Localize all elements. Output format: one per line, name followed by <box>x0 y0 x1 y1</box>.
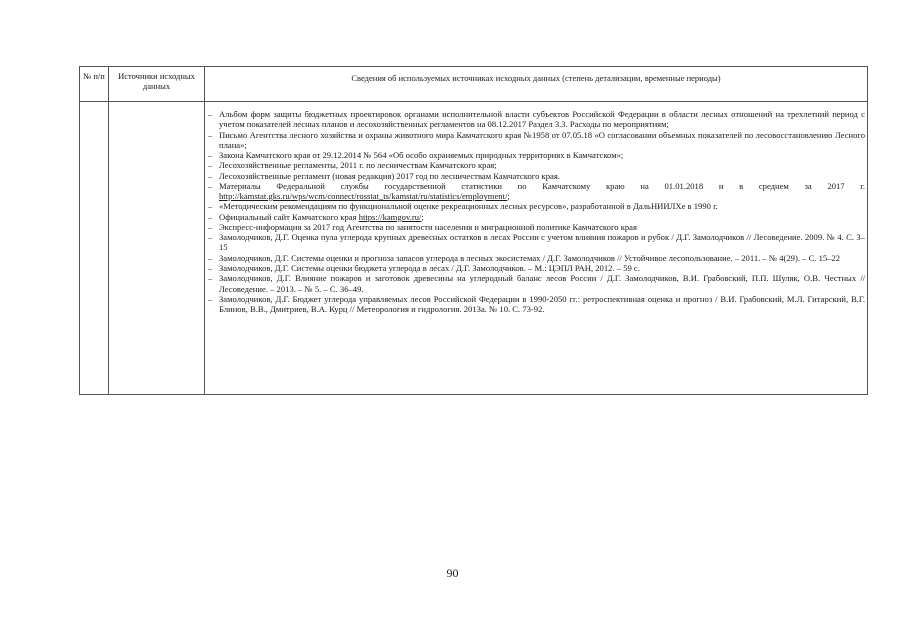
header-sources: Источники исходных данных <box>109 67 205 102</box>
list-item-link[interactable]: http://kamstat.gks.ru/wps/wcm/connect/rosstat_ts/kamstat/ru/statistics/employment/ <box>219 191 508 202</box>
list-item-text: Замолодчиков, Д.Г. Системы оценки и прогноза запасов углерода в лесных экосистемах / Д.Г. Замолодчиков // Устойчивое лесопользование. – 2011. – № 4(29). – С. 15–22 <box>219 252 841 263</box>
header-number: № п/п <box>80 67 109 102</box>
list-item <box>207 181 865 201</box>
list-bullet: – <box>208 263 213 274</box>
list-item <box>207 109 865 129</box>
list-item <box>207 294 865 314</box>
header-info: Сведения об используемых источниках исходных данных (степень детализации, временные периоды) <box>205 67 868 102</box>
list-item <box>207 212 865 222</box>
list-bullet: – <box>208 252 213 263</box>
list-item-text: Замолодчиков, Д.Г. Влияние пожаров и заготовок древесины на углеродный баланс лесов России / Д.Г. Замолодчиков, В.И. Грабовский, П.П. Шуляк, О.В. Честных // Лесоведение. – 2013. – № 5. – С. 36–49. <box>219 273 865 294</box>
list-item-text: Замолодчиков, Д.Г. Бюджет углерода управляемых лесов Российской Федерации в 1990-2050 гг.: ретроспективная оценка и прогноз / В.И. Грабовский, М.Л. Гитарский, В.Г. Блинов, В.В., Дмитриев, В.А. Курц // Метеорология и гидрология. 2013а. № 10. С. 73-92. <box>219 293 865 315</box>
list-item-text: Лесохозяйственные регламенты, 2011 г. по лесничествам Камчатского края; <box>219 160 497 171</box>
list-item-text: Закона Камчатского края от 29.12.2014 № 564 «Об особо охраняемых природных территориях в Камчатском»; <box>219 150 624 160</box>
list-bullet: – <box>208 160 213 171</box>
list-item <box>207 273 865 293</box>
table-header-row <box>80 67 868 102</box>
list-bullet: – <box>208 201 213 212</box>
list-item <box>207 222 865 232</box>
list-bullet: – <box>208 109 213 119</box>
list-item <box>207 201 865 211</box>
list-item-text: Замолодчиков, Д.Г. Оценка пула углерода крупных древесных остатков в лесах России с учетом влияния пожаров и рубок / Д.Г. Замолодчиков // Лесоведение. 2009. № 4. С. 3–15 <box>219 232 865 253</box>
list-item <box>207 150 865 160</box>
cell-sources <box>109 102 205 395</box>
cell-info <box>205 102 868 395</box>
list-item <box>207 232 865 252</box>
list-bullet: – <box>208 180 213 191</box>
list-item-suffix: ; <box>421 211 424 222</box>
list-item-text: Лесохозяйственные регламент (новая редакция) 2017 год по лесничествам Камчатского края. <box>219 170 560 181</box>
list-item <box>207 130 865 150</box>
list-bullet: – <box>208 221 213 232</box>
list-bullet: – <box>208 293 213 304</box>
list-item <box>207 160 865 170</box>
list-item-text: Замолодчиков, Д.Г. Системы оценки бюджета углерода в лесах / Д.Г. Замолодчиков. – М.: ЦЭПЛ РАН, 2012. – 59 с. <box>219 263 640 274</box>
list-item-text: Материалы Федеральной службы государственной статистики по Камчатскому краю на 01.01.2018 и в среднем за 2017 г. <box>219 180 865 191</box>
list-item <box>207 171 865 181</box>
table-row <box>80 102 868 395</box>
list-item-text: Официальный сайт Камчатского края <box>219 211 357 222</box>
list-item-text: Альбом форм защиты бюджетных проектировок органами исполнительной власти субъектов Российской Федерации в области лесных отношений на трехлетний период с учетом показателей лесных планов и лесохозяйственных регламентов на 08.12.2017 Раздел 3.3. Расходы по мероприятиям; <box>219 109 865 130</box>
list-item <box>207 263 865 273</box>
list-item-link[interactable]: https://kamgov.ru/ <box>358 211 422 222</box>
cell-number <box>80 102 109 395</box>
list-bullet: – <box>208 150 213 160</box>
list-bullet: – <box>208 273 213 284</box>
list-item-text: «Методическим рекомендациям по функциональной оценке рекреационных лесных ресурсов», разработанной в ДальНИИЛХе в 1990 г. <box>219 201 718 212</box>
list-item-suffix: ; <box>507 191 510 202</box>
list-bullet: – <box>208 129 213 140</box>
sources-table <box>79 66 868 395</box>
list-item <box>207 253 865 263</box>
list-bullet: – <box>208 232 213 243</box>
page-number: 90 <box>446 566 459 580</box>
list-bullet: – <box>208 211 213 222</box>
source-list <box>207 109 865 314</box>
list-bullet: – <box>208 170 213 181</box>
list-item-text: Письмо Агентства лесного хозяйства и охраны животного мира Камчатского края №1958 от 07.05.18 «О согласовании объемных показателей по лесовосстановлению Лесного плана»; <box>219 129 865 150</box>
list-item-text: Экспресс-информация за 2017 год Агентства по занятости населения и миграционной политике Камчатского края <box>219 221 637 232</box>
